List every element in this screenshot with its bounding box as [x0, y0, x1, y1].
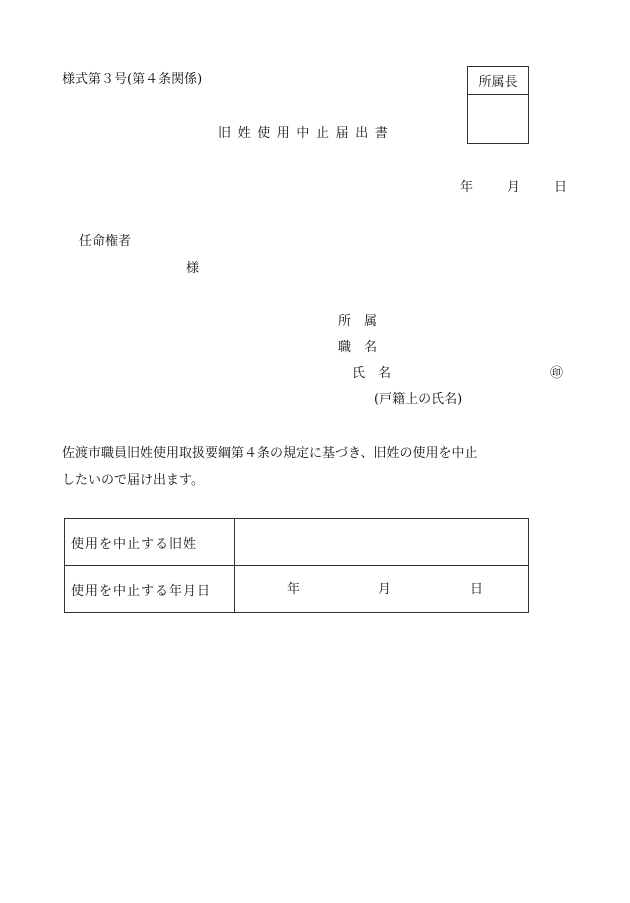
- registry-name-note: (戸籍上の氏名): [374, 392, 463, 407]
- approver-stamp-box: [467, 66, 529, 144]
- seal-mark: ㊞: [550, 366, 564, 381]
- name-label: 氏 名: [352, 366, 392, 381]
- date-day-label: 日: [554, 180, 568, 195]
- details-table: [64, 518, 529, 613]
- table-row: [65, 519, 529, 566]
- date-year-label: 年: [460, 180, 474, 195]
- form-number: 様式第３号(第４条関係): [62, 72, 203, 87]
- former-surname-label: 使用を中止する旧姓: [65, 519, 235, 566]
- stop-date-label: 使用を中止する年月日: [65, 566, 235, 613]
- body-text-line1: 佐渡市職員旧姓使用取扱要綱第４条の規定に基づき、旧姓の使用を中止: [62, 446, 478, 461]
- addressee-name: 任命権者: [79, 234, 132, 249]
- stop-date-value: [235, 566, 529, 613]
- document-title: 旧姓使用中止届出書: [218, 126, 395, 141]
- addressee-honorific: 様: [186, 261, 200, 276]
- former-surname-value: [235, 519, 529, 566]
- stop-date-month-label: 月: [378, 582, 392, 597]
- body-text-line2: したいので届け出ます。: [62, 473, 204, 488]
- stop-date-day-label: 日: [470, 582, 484, 597]
- stop-date-year-label: 年: [287, 582, 301, 597]
- table-row: [65, 566, 529, 613]
- date-month-label: 月: [507, 180, 521, 195]
- affiliation-label: 所 属: [338, 314, 378, 329]
- position-label: 職 名: [338, 340, 378, 355]
- approver-box-label: 所属長: [468, 67, 528, 95]
